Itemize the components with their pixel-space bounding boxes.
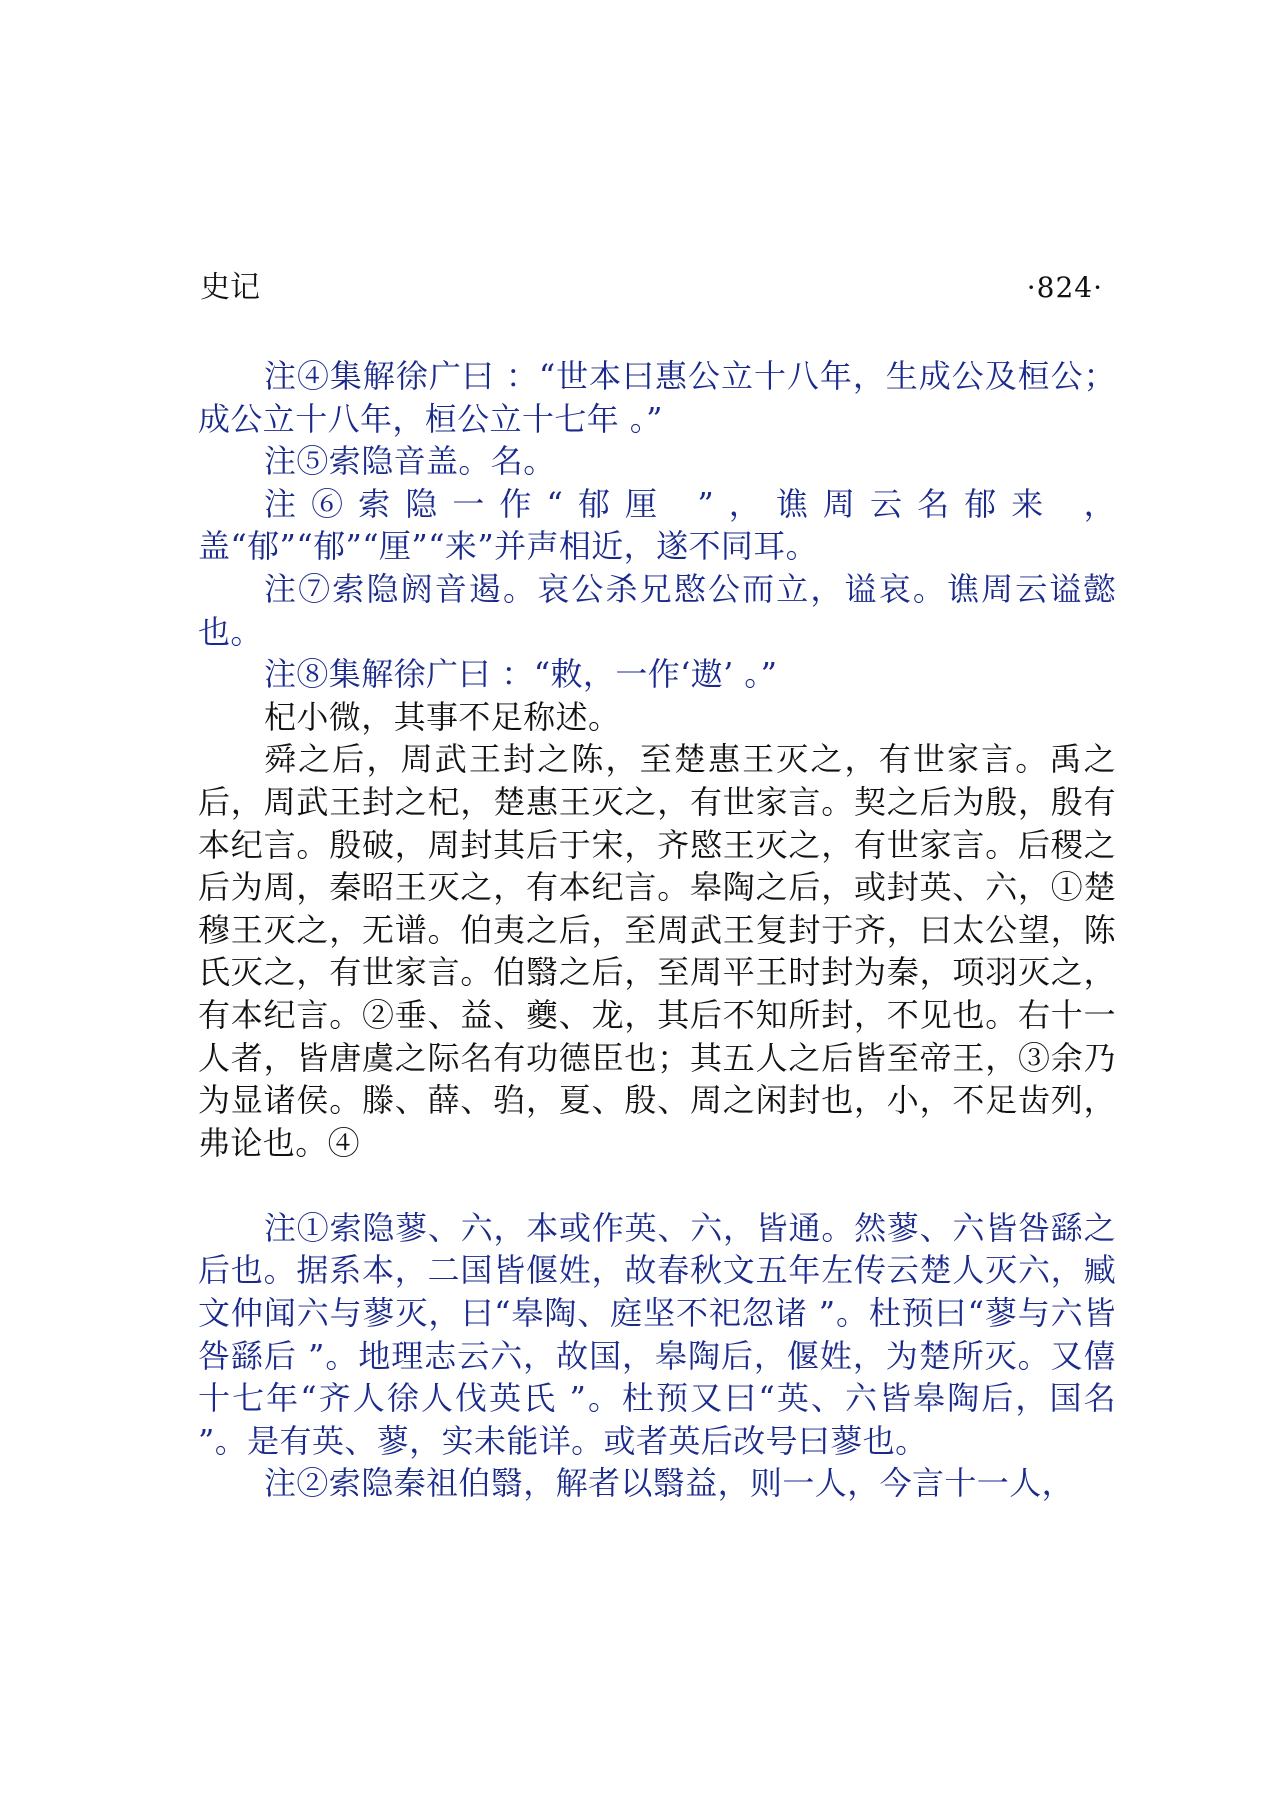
annotation-paragraph: 注⑥索隐一作“郁厘 ”，谯周云名郁来 ，盖“郁”“郁”“厘”“来”并声相近，遂不同耳。 xyxy=(198,484,1116,566)
annotation-paragraph: 注⑦索隐阏音遏。哀公杀兄愍公而立，谥哀。谯周云谥懿也。 xyxy=(198,569,1116,651)
page-number: ·824· xyxy=(1026,271,1103,304)
running-header-title: 史记 xyxy=(200,270,260,305)
annotation-paragraph: 注⑧集解徐广曰 ：“敕，一作‘遨’ 。” xyxy=(264,655,778,694)
main-text-paragraph: 杞小微，其事不足称述。 xyxy=(264,697,621,736)
paragraph-gap xyxy=(198,1164,1116,1207)
annotation-paragraph: 注②索隐秦祖伯翳，解者以翳益，则一人，今言十一人， xyxy=(264,1464,1075,1503)
annotation-paragraph: 注④集解徐广曰 ：“世本曰惠公立十八年，生成公及桓公；成公立十八年，桓公立十七年 。” xyxy=(198,357,1116,438)
annotation-paragraph: 注①索隐蓼、六，本或作英、六，皆通。然蓼、六皆咎繇之后也。据系本，二国皆偃姓，故春秋文五年左传云楚人灭六，臧文仲闻六与蓼灭，曰“皋陶、庭坚不祀忽诸 ”。杜预曰“蓼与六皆咎繇后 ”。地理志云六，故国，皋陶后，偃姓，为楚所灭。又僖十七年“齐人徐人伐英氏 ”。杜预又曰“英、六皆皋陶后，国名 ”。是有英、蓼，实未能详。或者英后改号曰蓼也。 xyxy=(198,1208,1116,1460)
main-text-paragraph: 舜之后，周武王封之陈，至楚惠王灭之，有世家言。禹之后，周武王封之杞，楚惠王灭之，有世家言。契之后为殷，殷有本纪言。殷破，周封其后于宋，齐愍王灭之，有世家言。后稷之后为周，秦昭王灭之，有本纪言。皋陶之后，或封英、六，①楚穆王灭之，无谱。伯夷之后，至周武王复封于齐，曰太公望，陈氏灭之，有世家言。伯翳之后，至周平王时封为秦，项羽灭之，有本纪言。②垂、益、夔、龙，其后不知所封，不见也。右十一人者，皆唐虞之际名有功德臣也；其五人之后皆至帝王，③余乃为显诸侯。滕、薛、驺，夏、殷、周之闲封也，小，不足齿列，弗论也。④ xyxy=(198,740,1116,1162)
annotation-paragraph: 注⑤索隐音盖。名。 xyxy=(264,442,556,481)
body-text xyxy=(198,355,1116,1505)
